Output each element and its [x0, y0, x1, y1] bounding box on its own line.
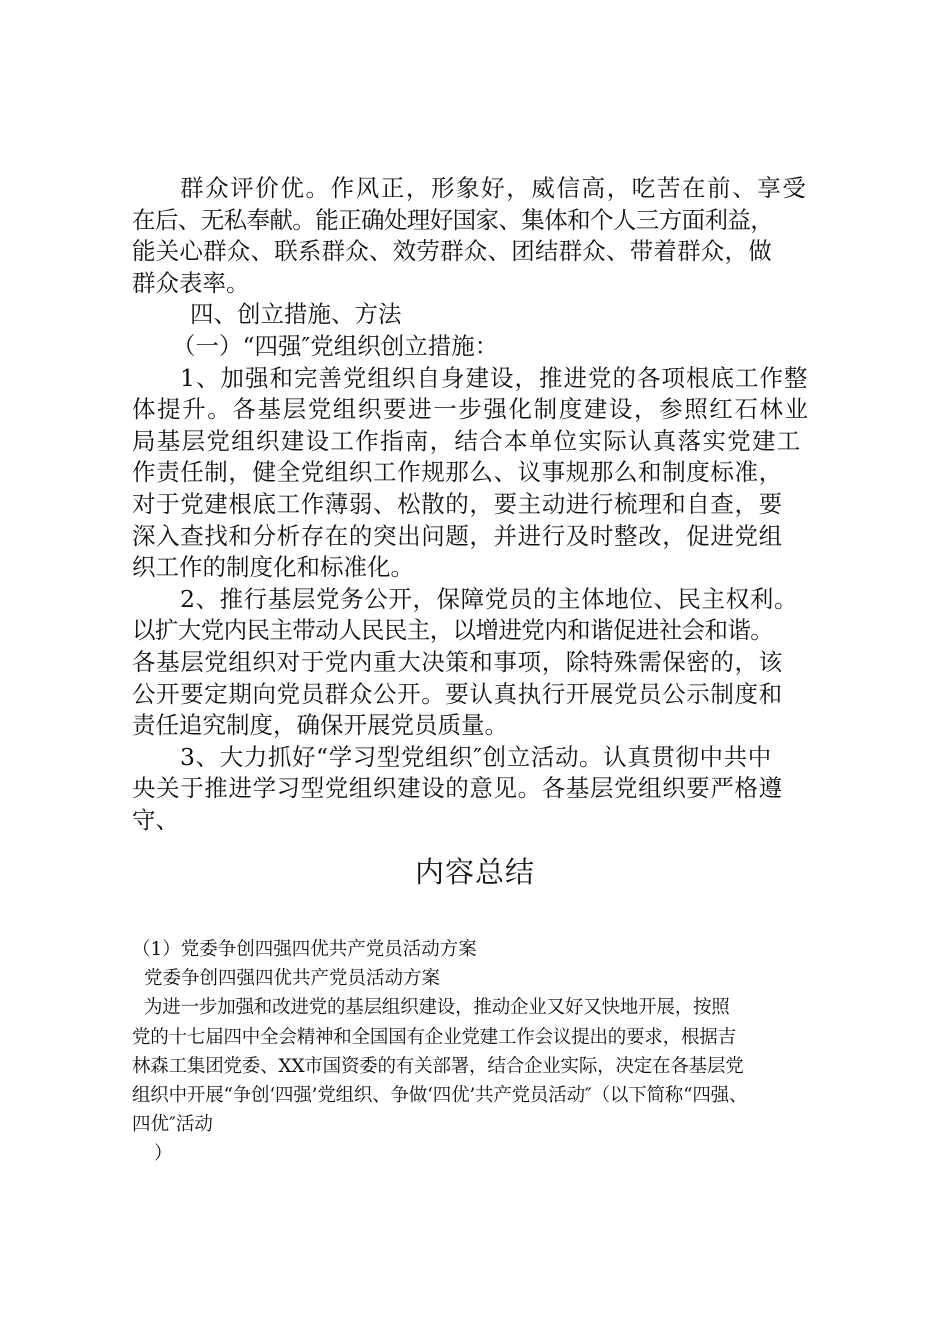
text-line: 群众表率。	[132, 268, 250, 297]
summary-text-block	[132, 935, 832, 1169]
text-line: 守、	[132, 805, 179, 834]
summary-line: 为进一步加强和改进党的基层组织建设，推动企业又好又快地开展，按照	[144, 997, 730, 1019]
text-line: 1、加强和完善党组织自身建设，推进党的各项根底工作整	[180, 363, 809, 392]
text-line: 织工作的制度化和标准化。	[132, 553, 414, 582]
summary-line: ）	[154, 1143, 173, 1165]
summary-line: 林森工集团党委、XX市国资委的有关部署，结合企业实际，决定在各基层党	[132, 1055, 744, 1077]
text-line: 3、大力抓好“学习型党组织″创立活动。认真贯彻中共中	[180, 742, 772, 771]
main-text-block	[132, 173, 832, 836]
text-line: 局基层党组织建设工作指南，结合本单位实际认真落实党建工	[132, 426, 802, 455]
text-line: 对于党建根底工作薄弱、松散的，要主动进行梳理和自查，要	[132, 489, 783, 518]
text-line: 作责任制，健全党组织工作规那么、议事规那么和制度标准，	[132, 458, 783, 487]
text-line: 以扩大党内民主带动人民民主，以增进党内和谐促进社会和谐。	[132, 616, 774, 645]
text-line: 2、推行基层党务公开，保障党员的主体地位、民主权利。	[180, 584, 799, 613]
summary-title: 内容总结	[414, 855, 535, 889]
text-line: 责任追究制度，确保开展党员质量。	[132, 711, 508, 740]
text-line: 深入查找和分析存在的突出问题，并进行及时整改，促进党组	[132, 521, 783, 550]
text-line: 公开要定期向党员群众公开。要认真执行开展党员公示制度和	[132, 679, 783, 708]
text-line: 央关于推进学习型党组织建设的意见。各基层党组织要严格遵	[132, 774, 783, 803]
text-line: 体提升。各基层党组织要进一步强化制度建设，参照红石林业	[132, 395, 810, 424]
summary-line: （1）党委争创四强四优共产党员活动方案	[132, 939, 477, 960]
summary-line: 组织中开展“争创‘四强’党组织、争做‘四优’共产党员活动″（以下简称“四强、	[132, 1084, 748, 1106]
subsection-heading: （一）“四强″党组织创立措施：	[172, 331, 499, 360]
text-line: 能关心群众、联系群众、效劳群众、团结群众、带着群众，做	[132, 237, 772, 266]
summary-line: 四优″活动	[132, 1114, 213, 1136]
section-heading: 四、创立措施、方法	[190, 300, 402, 329]
text-line: 各基层党组织对于党内重大决策和事项，除特殊需保密的，该	[132, 647, 783, 676]
summary-line: 党的十七届四中全会精神和全国国有企业党建工作会议提出的要求，根据吉	[132, 1026, 736, 1048]
text-line: 群众评价优。作风正，形象好，威信高，吃苦在前、享受	[180, 174, 808, 202]
summary-line: 党委争创四强四优共产党员活动方案	[144, 968, 441, 990]
text-line: 在后、无私奉献。能正确处理好国家、集体和个人三方面利益，	[132, 205, 774, 234]
